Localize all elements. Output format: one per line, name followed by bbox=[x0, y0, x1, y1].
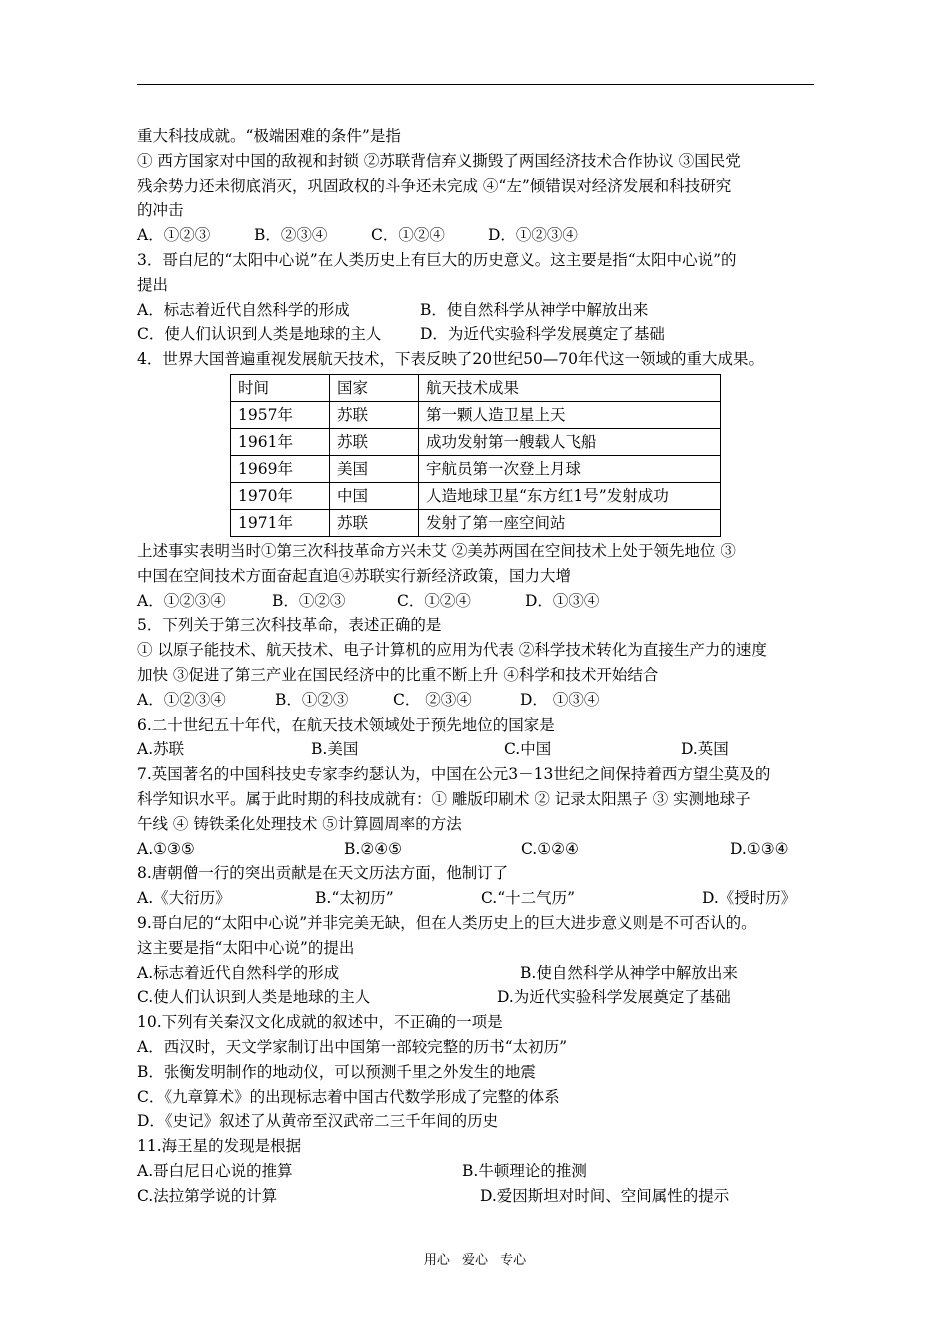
q2-statements-3: 的冲击 bbox=[137, 201, 184, 220]
q10-stem: 10.下列有关秦汉文化成就的叙述中，不正确的一项是 bbox=[137, 1013, 503, 1032]
q7-option-a: A.①③⑤ bbox=[137, 839, 195, 858]
table-cell: 中国 bbox=[330, 482, 419, 509]
q2-options bbox=[137, 223, 817, 248]
q8-stem: 8.唐朝僧一行的突出贡献是在天文历法方面，他制订了 bbox=[137, 864, 509, 883]
header-rule bbox=[137, 84, 814, 85]
q2-option-c: C．①②④ bbox=[371, 226, 445, 245]
q4-option-d: D．①③④ bbox=[525, 591, 600, 610]
q3-option-d: D．为近代实验科学发展奠定了基础 bbox=[420, 325, 665, 344]
table-header-cell: 时间 bbox=[231, 374, 330, 401]
q4-stem: 4．世界大国普遍重视发展航天技术，下表反映了20世纪50—70年代这一领域的重大成果。 bbox=[137, 350, 765, 369]
q8-option-a: A.《大衍历》 bbox=[137, 889, 231, 908]
table-cell: 苏联 bbox=[330, 401, 419, 428]
q11-option-a: A.哥白尼日心说的推算 bbox=[137, 1161, 293, 1180]
q7-stem-2: 科学知识水平。属于此时期的科技成就有：① 雕版印刷术 ② 记录太阳黑子 ③ 实测地球子 bbox=[137, 789, 751, 808]
q10-option-a: A．西汉时，天文学家制订出中国第一部较完整的历书“太初历” bbox=[137, 1037, 568, 1056]
q9-option-d: D.为近代实验科学发展奠定了基础 bbox=[497, 988, 731, 1007]
q2-stem-end: 重大科技成就。“极端困难的条件”是指 bbox=[137, 127, 401, 145]
q4-after-2: 中国在空间技术方面奋起直追④苏联实行新经济政策，国力大增 bbox=[137, 566, 572, 585]
q5-option-b: B．①②③ bbox=[275, 690, 349, 709]
q3-options-cd bbox=[137, 322, 817, 347]
q6-option-b: B.美国 bbox=[311, 740, 359, 759]
q9-stem-1: 9.哥白尼的“太阳中心说”并非完美无缺，但在人类历史上的巨大进步意义则是不可否认的。 bbox=[137, 913, 757, 932]
q3-stem-2: 提出 bbox=[137, 275, 169, 294]
q4-options bbox=[137, 589, 817, 614]
q2-statements-2: 残余势力还未彻底消灭，巩固政权的斗争还未完成 ④“左”倾错误对经济发展和科技研究 bbox=[137, 176, 732, 195]
q10-option-c: C．《九章算术》的出现标志着中国古代数学形成了完整的体系 bbox=[137, 1087, 560, 1106]
q5-option-d: D． ①③④ bbox=[520, 690, 600, 709]
table-cell: 苏联 bbox=[330, 509, 419, 536]
table-cell: 成功发射第一艘载人飞船 bbox=[419, 428, 721, 455]
q7-stem-3: 午线 ④ 铸铁柔化处理技术 ⑤计算圆周率的方法 bbox=[137, 814, 462, 833]
q3-options-ab bbox=[137, 298, 817, 323]
q2-option-b: B．②③④ bbox=[254, 226, 328, 245]
q11-option-c: C.法拉第学说的计算 bbox=[137, 1186, 278, 1205]
table-row bbox=[231, 428, 721, 455]
q6-option-c: C.中国 bbox=[504, 740, 552, 759]
exam-content bbox=[137, 124, 817, 1208]
table-cell: 苏联 bbox=[330, 428, 419, 455]
q5-statements-1: ① 以原子能技术、航天技术、电子计算机的应用为代表 ②科学技术转化为直接生产力的速度 bbox=[137, 641, 767, 660]
q8-options bbox=[137, 886, 817, 911]
q7-stem-1: 7.英国著名的中国科技史专家李约瑟认为，中国在公元3－13世纪之间保持着西方望尘莫及的 bbox=[137, 765, 771, 784]
page-footer: 用心 爱心 专心 bbox=[423, 1253, 527, 1268]
q7-option-c: C.①②④ bbox=[521, 839, 579, 858]
q7-option-b: B.②④⑤ bbox=[344, 839, 403, 858]
table-row bbox=[231, 401, 721, 428]
q3-stem-1: 3．哥白尼的“太阳中心说”在人类历史上有巨大的历史意义。这主要是指“太阳中心说”的 bbox=[137, 250, 737, 269]
q8-option-d: D.《授时历》 bbox=[702, 889, 797, 908]
q9-option-c: C.使人们认识到人类是地球的主人 bbox=[137, 988, 371, 1007]
table-cell: 美国 bbox=[330, 455, 419, 482]
q11-stem: 11.海王星的发现是根据 bbox=[137, 1137, 302, 1156]
q9-options-ab bbox=[137, 961, 817, 986]
q6-stem: 6.二十世纪五十年代，在航天技术领域处于预先地位的国家是 bbox=[137, 715, 555, 734]
table-cell: 发射了第一座空间站 bbox=[419, 509, 721, 536]
q7-options bbox=[137, 837, 817, 862]
table-cell: 第一颗人造卫星上天 bbox=[419, 401, 721, 428]
q4-option-a: A．①②③④ bbox=[137, 591, 226, 610]
q2-statements-1: ① 西方国家对中国的敌视和封锁 ②苏联背信弃义撕毁了两国经济技术合作协议 ③国民党 bbox=[137, 151, 741, 170]
q11-option-d: D.爱因斯坦对时间、空间属性的提示 bbox=[480, 1186, 730, 1205]
q4-after-1: 上述事实表明当时①第三次科技革命方兴未艾 ②美苏两国在空间技术上处于领先地位 ③ bbox=[137, 541, 736, 560]
q11-options-cd bbox=[137, 1184, 817, 1209]
table-cell: 宇航员第一次登上月球 bbox=[419, 455, 721, 482]
q5-options bbox=[137, 688, 817, 713]
q5-stem: 5．下列关于第三次科技革命，表述正确的是 bbox=[137, 616, 442, 635]
q9-options-cd bbox=[137, 985, 817, 1010]
q5-option-c: C． ②③④ bbox=[393, 690, 472, 709]
q3-option-b: B．使自然科学从神学中解放出来 bbox=[420, 300, 649, 319]
table-header-cell: 国家 bbox=[330, 374, 419, 401]
table-cell: 人造地球卫星“东方红1号”发射成功 bbox=[419, 482, 721, 509]
q5-statements-2: 加快 ③促进了第三产业在国民经济中的比重不断上升 ④科学和技术开始结合 bbox=[137, 665, 659, 684]
q2-option-a: A．①②③ bbox=[137, 226, 211, 245]
q3-option-c: C．使人们认识到人类是地球的主人 bbox=[137, 325, 382, 344]
table-cell: 1969年 bbox=[231, 455, 330, 482]
q9-option-a: A.标志着近代自然科学的形成 bbox=[137, 963, 340, 982]
table-header-row bbox=[231, 374, 721, 401]
q9-stem-2: 这主要是指“太阳中心说”的提出 bbox=[137, 938, 355, 957]
q9-option-b: B.使自然科学从神学中解放出来 bbox=[520, 963, 738, 982]
q3-option-a: A．标志着近代自然科学的形成 bbox=[137, 300, 350, 319]
table-cell: 1971年 bbox=[231, 509, 330, 536]
table-header-cell: 航天技术成果 bbox=[419, 374, 721, 401]
table-row bbox=[231, 455, 721, 482]
table-cell: 1970年 bbox=[231, 482, 330, 509]
q10-option-b: B．张衡发明制作的地动仪，可以预测千里之外发生的地震 bbox=[137, 1062, 536, 1081]
table-cell: 1957年 bbox=[231, 401, 330, 428]
table-row bbox=[231, 509, 721, 536]
q10-option-d: D．《史记》叙述了从黄帝至汉武帝二三千年间的历史 bbox=[137, 1112, 499, 1131]
space-achievements-table bbox=[230, 374, 721, 537]
q11-options-ab bbox=[137, 1159, 817, 1184]
q11-option-b: B.牛顿理论的推测 bbox=[462, 1161, 587, 1180]
q8-option-b: B.“太初历” bbox=[315, 889, 394, 908]
q5-option-a: A．①②③④ bbox=[137, 690, 226, 709]
q4-option-b: B．①②③ bbox=[272, 591, 346, 610]
q8-option-c: C.“十二气历” bbox=[481, 889, 576, 908]
q6-option-d: D.英国 bbox=[681, 740, 729, 759]
q6-option-a: A.苏联 bbox=[137, 740, 185, 759]
table-row bbox=[231, 482, 721, 509]
table-cell: 1961年 bbox=[231, 428, 330, 455]
q6-options bbox=[137, 737, 817, 762]
q7-option-d: D.①③④ bbox=[730, 839, 789, 858]
q4-option-c: C．①②④ bbox=[397, 591, 471, 610]
q2-option-d: D．①②③④ bbox=[488, 226, 578, 245]
